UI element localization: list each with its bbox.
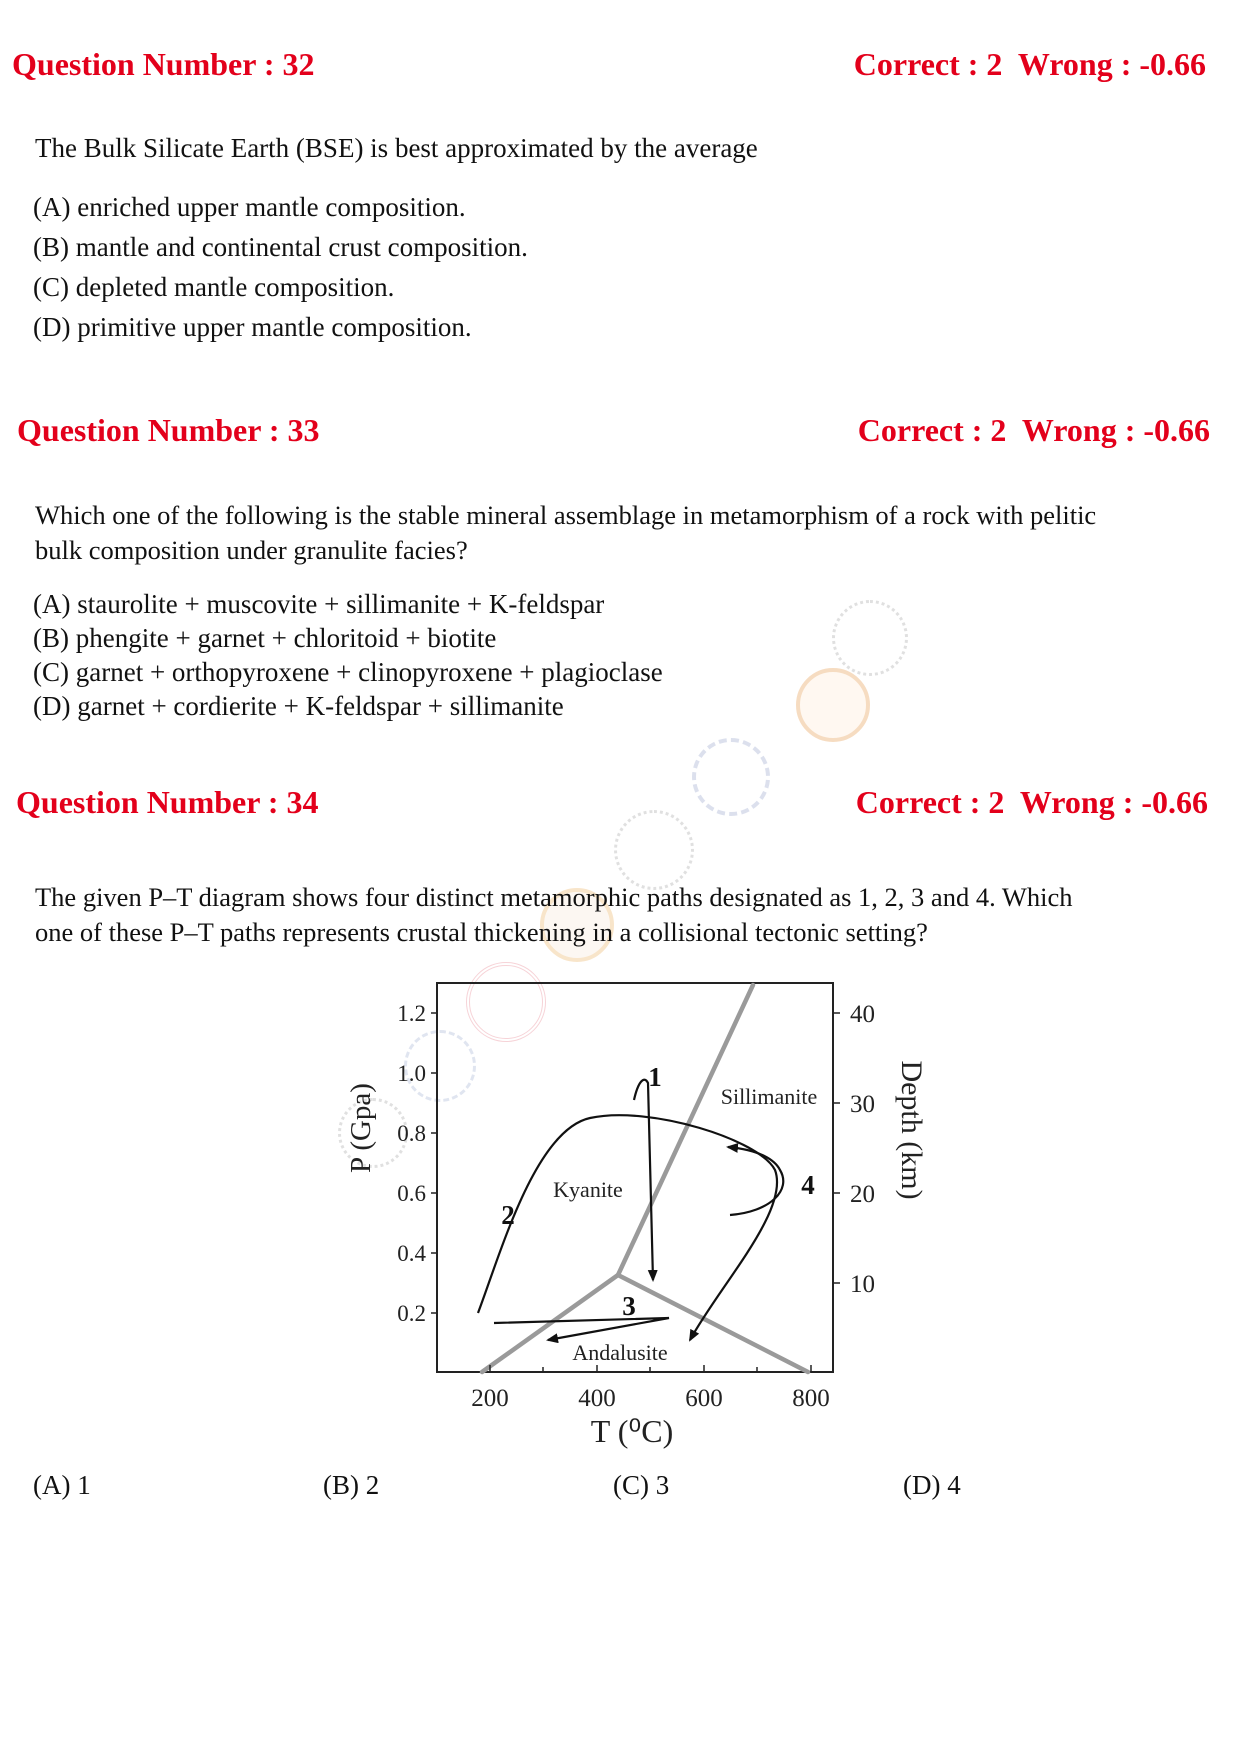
option-d: (D) garnet + cordierite + K-feldspar + sillimanite (33, 691, 564, 721)
bottom-axis-title: T (⁰C) (590, 1413, 674, 1449)
depth-tick-label: 40 (850, 1001, 875, 1028)
option-b: (B) 2 (323, 1470, 380, 1500)
watermark-seal (466, 962, 546, 1042)
question-header (0, 784, 1240, 824)
path-label-3: 3 (622, 1291, 636, 1321)
pressure-tick-label: 0.2 (397, 1301, 426, 1326)
temperature-tick-label: 800 (792, 1385, 830, 1412)
temperature-tick-label: 200 (471, 1385, 509, 1412)
option-c: (C) depleted mantle composition. (33, 272, 395, 302)
depth-tick-label: 10 (850, 1271, 875, 1298)
plot-frame (437, 983, 833, 1372)
temperature-tick-label: 600 (685, 1385, 723, 1412)
path-label-4: 4 (801, 1170, 815, 1200)
question-header (0, 46, 1240, 86)
depth-tick-label: 30 (850, 1091, 875, 1118)
question-stem-line: bulk composition under granulite facies? (35, 535, 468, 565)
marks-label: Correct : 2 Wrong : -0.66 (855, 784, 1208, 820)
option-a: (A) 1 (33, 1470, 91, 1500)
question-number: Question Number : 33 (17, 412, 320, 448)
path-label-2: 2 (501, 1200, 515, 1230)
kyanite-andalusite-boundary (482, 1275, 618, 1372)
left-axis-title: P (Gpa) (345, 1083, 377, 1173)
question-header (0, 412, 1240, 452)
path-1 (634, 1080, 653, 1280)
option-b: (B) phengite + garnet + chloritoid + biotite (33, 623, 497, 653)
andalusite-sillimanite-boundary (618, 1275, 808, 1372)
question-stem-line: Which one of the following is the stable mineral assemblage in metamorphism of a rock with pelitic (35, 500, 1097, 530)
path-labels (501, 1062, 815, 1321)
right-axis-title: Depth (km) (895, 1060, 928, 1200)
pressure-tick-label: 1.0 (397, 1061, 426, 1086)
option-c: (C) garnet + orthopyroxene + clinopyroxene + plagioclase (33, 657, 663, 687)
marks-label: Correct : 2 Wrong : -0.66 (857, 412, 1210, 448)
option-b: (B) mantle and continental crust composition. (33, 232, 528, 262)
question-stem-line: The given P–T diagram shows four distinct metamorphic paths designated as 1, 2, 3 and 4. Which (35, 882, 1073, 912)
marks-label: Correct : 2 Wrong : -0.66 (853, 46, 1206, 82)
watermark-seal (796, 668, 870, 742)
watermark-seal (338, 1098, 408, 1168)
pressure-tick-label: 0.6 (397, 1181, 426, 1206)
pressure-tick-label: 0.4 (397, 1241, 426, 1266)
temperature-tick-label: 400 (578, 1385, 616, 1412)
question-stem-line: one of these P–T paths represents crustal thickening in a collisional tectonic setting? (35, 917, 928, 947)
option-a: (A) enriched upper mantle composition. (33, 192, 466, 222)
phase-boundaries (482, 985, 808, 1372)
andalusite-field-label: Andalusite (572, 1340, 668, 1365)
option-a: (A) staurolite + muscovite + sillimanite + K-feldspar (33, 589, 605, 619)
depth-tick-label: 20 (850, 1181, 875, 1208)
kyanite-field-label: Kyanite (553, 1177, 623, 1202)
option-c: (C) 3 (613, 1470, 670, 1500)
question-number: Question Number : 34 (16, 784, 319, 820)
option-d: (D) primitive upper mantle composition. (33, 312, 472, 342)
path-3 (494, 1318, 669, 1340)
sillimanite-field-label: Sillimanite (720, 1084, 818, 1109)
depth-ticks (833, 1001, 875, 1298)
kyanite-sillimanite-boundary (618, 985, 753, 1275)
path-4-hook (728, 1147, 783, 1215)
question-stem: The Bulk Silicate Earth (BSE) is best approximated by the average (35, 133, 758, 163)
metamorphic-paths (478, 1080, 783, 1340)
pressure-tick-label: 1.2 (397, 1001, 426, 1026)
pressure-tick-label: 0.8 (397, 1121, 426, 1146)
path-2-4-loop (478, 1115, 777, 1340)
path-label-1: 1 (648, 1062, 662, 1092)
watermark-seal (832, 600, 908, 676)
watermark-seal (404, 1030, 476, 1102)
question-number: Question Number : 32 (12, 46, 315, 82)
temperature-ticks (471, 1365, 830, 1412)
option-d: (D) 4 (903, 1470, 961, 1500)
